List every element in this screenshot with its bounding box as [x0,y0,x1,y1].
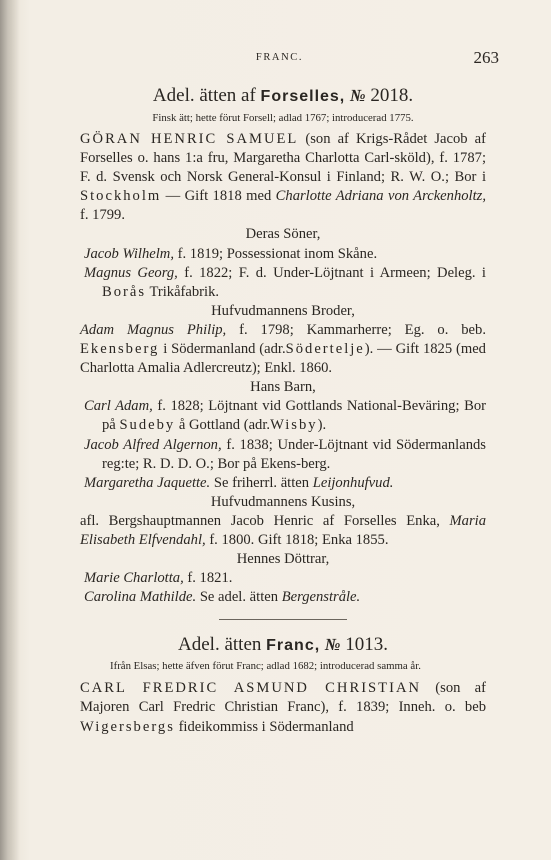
entry-adam: Adam Magnus Philip, f. 1798; Kammarherre; Eg. o. beb. Ekensberg i Södermanland (adr.Södertelje). — Gift 1825 (med Charlotta Amalia Adlercreutz); Enkl. 1860. [80,321,486,377]
page-content [80,84,486,737]
running-head-title: FRANC. [255,52,304,63]
page-number: 263 [473,48,499,67]
label-hennes-dottrar: Hennes Döttrar, [236,551,330,568]
running-head [60,48,499,68]
page-gutter-shadow [0,0,20,860]
entry-carl-fredric: CARL FREDRIC ASMUND CHRISTIAN (son af Majoren Carl Fredric Christian Franc), f. 1839; Inneh. o. beb Wigersbergs fideikommiss i Södermanland [80,680,486,735]
forselles-subheading: Finsk ätt; hette förut Forsell; adlad 1767; introducerad 1775. [152,112,414,124]
franc-subheading: Ifrån Elsas; hette äfven förut Franc; adlad 1682; introducerad samma år. [110,660,421,673]
label-deras-soner: Deras Söner, [245,226,321,243]
entry-jacob-wilhelm: Jacob Wilhelm, f. 1819; Possessionat inom Skåne. [84,245,378,262]
label-hufvudmannens-broder: Hufvudmannens Broder, [211,302,355,319]
family-name: Forselles, [260,88,346,105]
label-hans-barn: Hans Barn, [250,379,316,396]
forselles-heading: Adel. ätten af Forselles, № 2018. [152,85,414,106]
entry-margaretha: Margaretha Jaquette. Se friherrl. ätten Leijonhufvud. [84,474,394,491]
entry-magnus-georg: Magnus Georg, f. 1822; F. d. Under-Löjtnant i Armeen; Deleg. i Borås Trikåfabrik. [84,264,486,300]
family-name: Franc, [266,637,321,655]
entry-goran: GÖRAN HENRIC SAMUEL (son af Krigs-Rådet Jacob af Forselles o. hans 1:a fru, Margaretha Charlotta Carl-sköld), f. 1787; F. d. Svensk och Norsk General-Konsul i Finland; R. W. O.; Bor i Stockholm — Gift 1818 med Charlotte Adriana von Arckenholtz, f. 1799. [80,131,486,224]
entry-marie-charlotta: Marie Charlotta, f. 1821. [84,570,233,587]
franc-heading: Adel. ätten Franc, № 1013. [178,634,388,656]
entry-jacob-alfred: Jacob Alfred Algernon, f. 1838; Under-Löjtnant vid Södermanlands reg:te; R. D. D. O.; Bor på Ekens-berg. [84,436,486,472]
entry-carolina-mathilde: Carolina Mathilde. Se adel. ätten Bergenstråle. [84,589,361,606]
entry-kusin-enka: afl. Bergshauptmannen Jacob Henric af Forselles Enka, Maria Elisabeth Elfvendahl, f. 1800. Gift 1818; Enka 1855. [80,512,486,548]
label-hufvudmannens-kusins: Hufvudmannens Kusins, [210,493,356,510]
entry-carl-adam: Carl Adam, f. 1828; Löjtnant vid Gottlands National-Beväring; Bor på Sudeby å Gottland (adr.Wisby). [84,398,486,434]
section-divider [219,619,347,620]
